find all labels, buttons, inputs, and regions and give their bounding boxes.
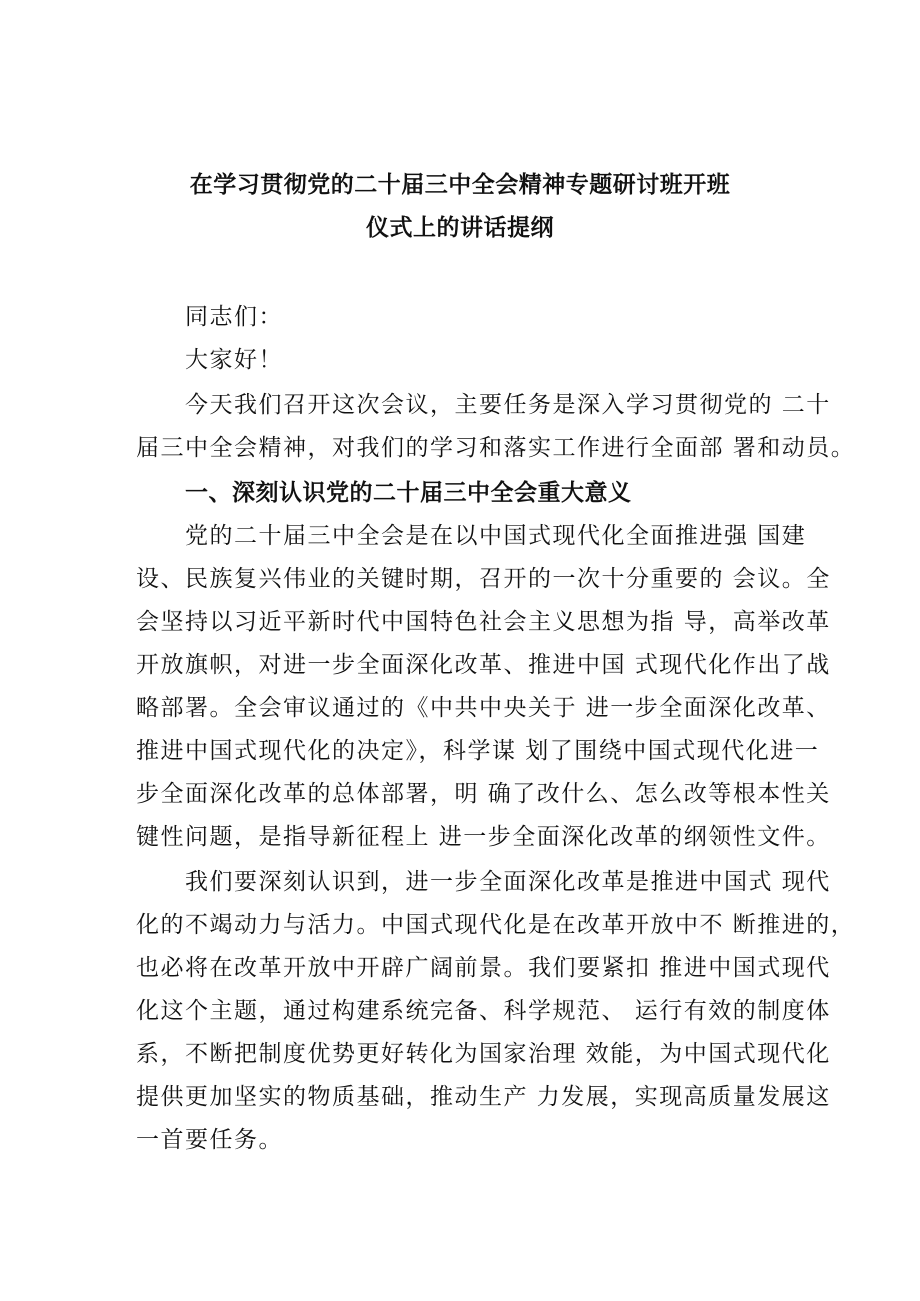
paragraph-line: 党的二十届三中全会是在以中国式现代化全面推进强 国建: [185, 523, 807, 549]
paragraph-line: 一首要任务。: [136, 1127, 283, 1153]
paragraph-line: 系，不断把制度优势更好转化为国家治理 效能，为中国式现代化: [136, 1041, 831, 1067]
paragraph-line: 略部署。全会审议通过的《中共中央关于 进一步全面深化改革、: [136, 695, 831, 721]
paragraph-line: 也必将在改革开放中开辟广阔前景。我们要紧扣 推进中国式现代: [136, 955, 831, 981]
paragraph-line: 我们要深刻认识到，进一步全面深化改革是推进中国式 现代: [185, 869, 831, 895]
intro-line: 今天我们召开这次会议，主要任务是深入学习贯彻党的 二十: [185, 392, 831, 418]
document-title-line-2: 仪式上的讲话提纲: [366, 215, 554, 241]
intro-line: 届三中全会精神，对我们的学习和落实工作进行全面部 署和动员。: [136, 435, 856, 461]
paragraph-line: 开放旗帜，对进一步全面深化改革、推进中国 式现代化作出了战: [136, 652, 831, 678]
paragraph-line: 推进中国式现代化的决定》，科学谋 划了围绕中国式现代化进一: [136, 738, 820, 764]
document-title-line-1: 在学习贯彻党的二十届三中全会精神专题研讨班开班: [189, 172, 731, 198]
paragraph-line: 提供更加坚实的物质基础，推动生产 力发展，实现高质量发展这: [136, 1084, 831, 1110]
paragraph-line: 会坚持以习近平新时代中国特色社会主义思想为指 导，高举改革: [136, 609, 831, 635]
section-heading: 一、深刻认识党的二十届三中全会重大意义: [185, 480, 632, 506]
salutation: 同志们：: [185, 304, 283, 330]
greeting: 大家好！: [185, 347, 283, 373]
paragraph-line: 设、民族复兴伟业的关键时期，召开的一次十分重要的 会议。全: [136, 566, 831, 592]
paragraph-line: 化这个主题，通过构建系统完备、科学规范、 运行有效的制度体: [136, 998, 831, 1024]
paragraph-line: 步全面深化改革的总体部署，明 确了改什么、怎么改等根本性关: [136, 781, 831, 807]
paragraph-line: 键性问题，是指导新征程上 进一步全面深化改革的纲领性文件。: [136, 824, 831, 850]
paragraph-line: 化的不竭动力与活力。中国式现代化是在改革开放中不 断推进的，: [136, 912, 856, 938]
